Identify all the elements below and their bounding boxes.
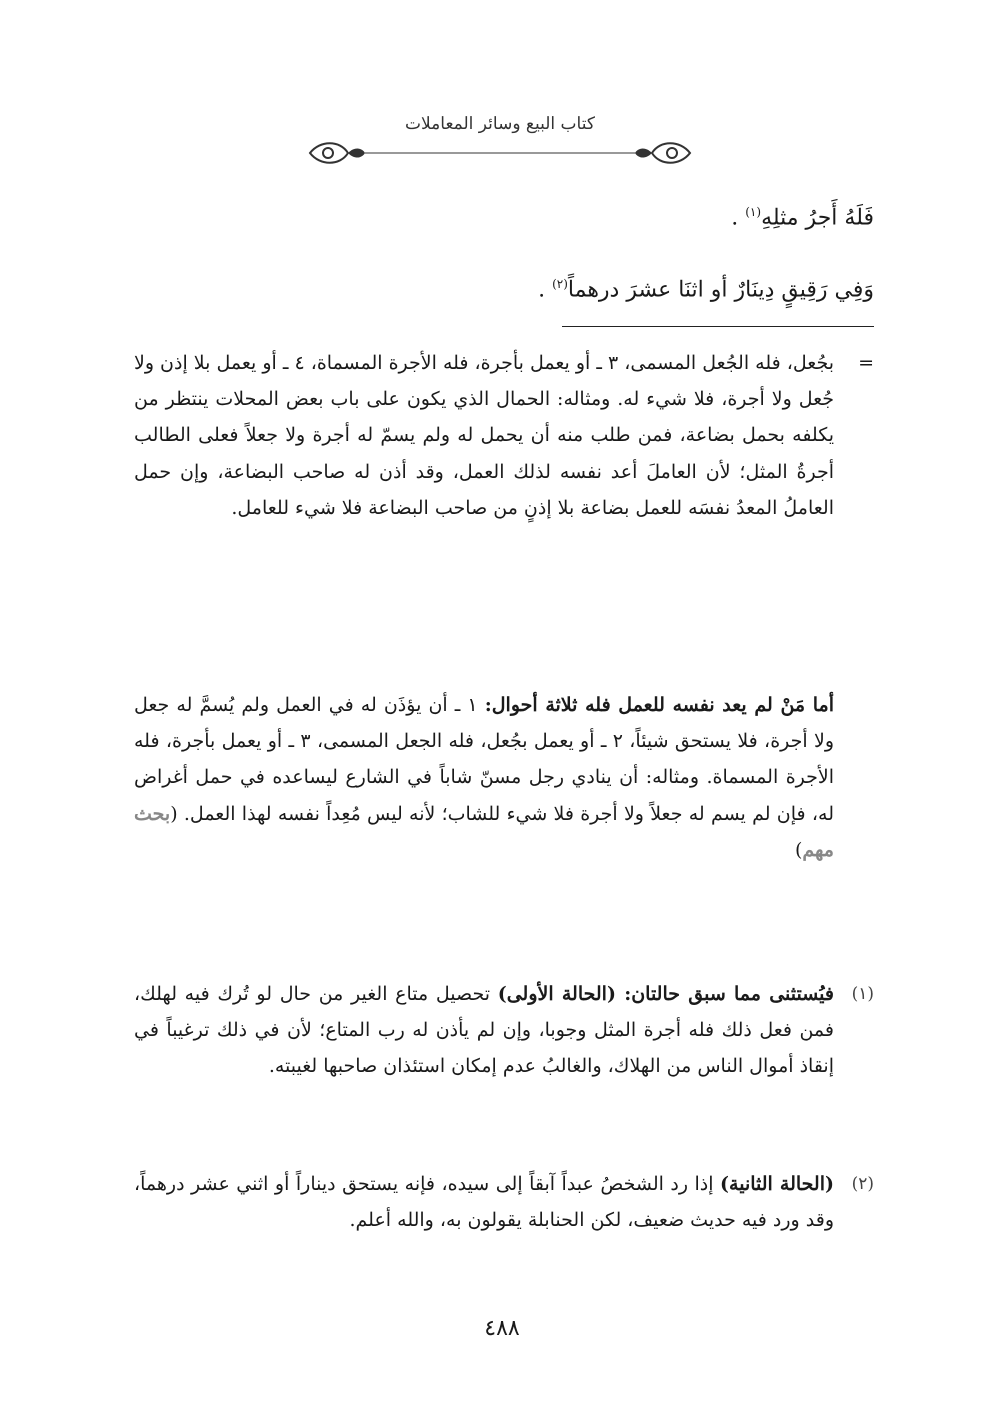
paragraph-text: ١ ـ أن يؤذَن له في العمل ولم يُسمَّ له جعل ولا أجرة، فلا يستحق شيئاً، ٢ ـ أو يعمل بجُعل، فله الجعل المسمى، ٣ ـ أو يعمل بأجرة، فله الأجرة المسماة. ومثاله: أن ينادي رجل مسنّ شاباً في الشارع ليساعده في حمل أغراض له، فإن لم يسم له جعلاً ولا أجرة فلا شيء للشاب؛ لأنه ليس مُعِداً نفسه لهذا العمل. ( bbox=[134, 694, 834, 825]
footnote-2-lead: (الحالة الثانية) bbox=[720, 1173, 834, 1195]
footnote-paragraph bbox=[134, 687, 834, 868]
page-number: ٤٨٨ bbox=[484, 1316, 520, 1341]
footnote-divider bbox=[562, 326, 874, 327]
footnote-2 bbox=[134, 1166, 874, 1238]
main-text-2: وَفِي رَقِيقٍ دِينَارٌ أو اثنَا عشرَ درهماً bbox=[567, 277, 874, 303]
header-ornament-icon bbox=[300, 138, 700, 168]
paragraph-close: ) bbox=[794, 838, 803, 861]
footnote-1-number: (١) bbox=[851, 984, 874, 1004]
continuation-text: بجُعل، فله الجُعل المسمى، ٣ ـ أو يعمل بأجرة، فله الأجرة المسماة، ٤ ـ أو يعمل بلا إذن ولا جُعل ولا أجرة، فلا شيء له. ومثاله: الحمال الذي يكون على باب بعض المحلات ينتظر من يكلفه بحمل بضاعة، فمن طلب منه أن يحمل له ولم يسمّ له أجرة ولا جعلاً فعلى الطالب أجرةُ المثل؛ لأن العاملَ أعد نفسه لذلك العمل، وقد أذن له صاحب البضاعة، وإن حمل العاملُ المعدُ نفسَه للعمل بضاعة بلا إذنٍ من صاحب البضاعة فلا شيء للعامل. bbox=[134, 352, 834, 519]
paragraph-lead: أما مَنْ لم يعد نفسه للعمل فله ثلاثة أحوال: bbox=[484, 694, 834, 716]
footnote-1-text: تحصيل متاع الغير من حال لو تُرك فيه لهلك، فمن فعل ذلك فله أجرة المثل وجوبا، وإن لم يأذن له رب المتاع؛ لأن في ذلك ترغيباً في إنقاذ أموال الناس من الهلاك، والغالبُ عدم إمكان استئذان صاحبها لغيبته. bbox=[134, 983, 834, 1078]
main-text-line-2 bbox=[134, 260, 874, 314]
footnote-ref-1[interactable]: (١) bbox=[745, 205, 762, 219]
continuation-marker: = bbox=[858, 352, 874, 374]
main-text-2-end: . bbox=[538, 277, 553, 303]
footnote-ref-2[interactable]: (٢) bbox=[552, 277, 568, 291]
main-text-1: فَلَهُ أَجرُ مثلِهِ bbox=[761, 205, 874, 231]
footnote-2-number: (٢) bbox=[851, 1174, 874, 1194]
footnote-2-text: إذا رد الشخصُ عبداً آبقاً إلى سيده، فإنه يستحق ديناراً أو اثني عشر درهماً، وقد ورد فيه حديث ضعيف، لكن الحنابلة يقولون به، والله أعلم. bbox=[134, 1173, 834, 1232]
footnote-1 bbox=[134, 976, 874, 1085]
footnote-1-lead: فيُستثنى مما سبق حالتان: (الحالة الأولى) bbox=[497, 983, 834, 1005]
running-header bbox=[300, 108, 700, 168]
header-title: كتاب البيع وسائر المعاملات bbox=[405, 114, 595, 134]
main-text-line-1 bbox=[134, 188, 874, 242]
main-text-1-end: . bbox=[731, 205, 746, 231]
important-note-label: بحث مهم bbox=[134, 802, 834, 861]
footnote-continuation bbox=[134, 345, 874, 526]
